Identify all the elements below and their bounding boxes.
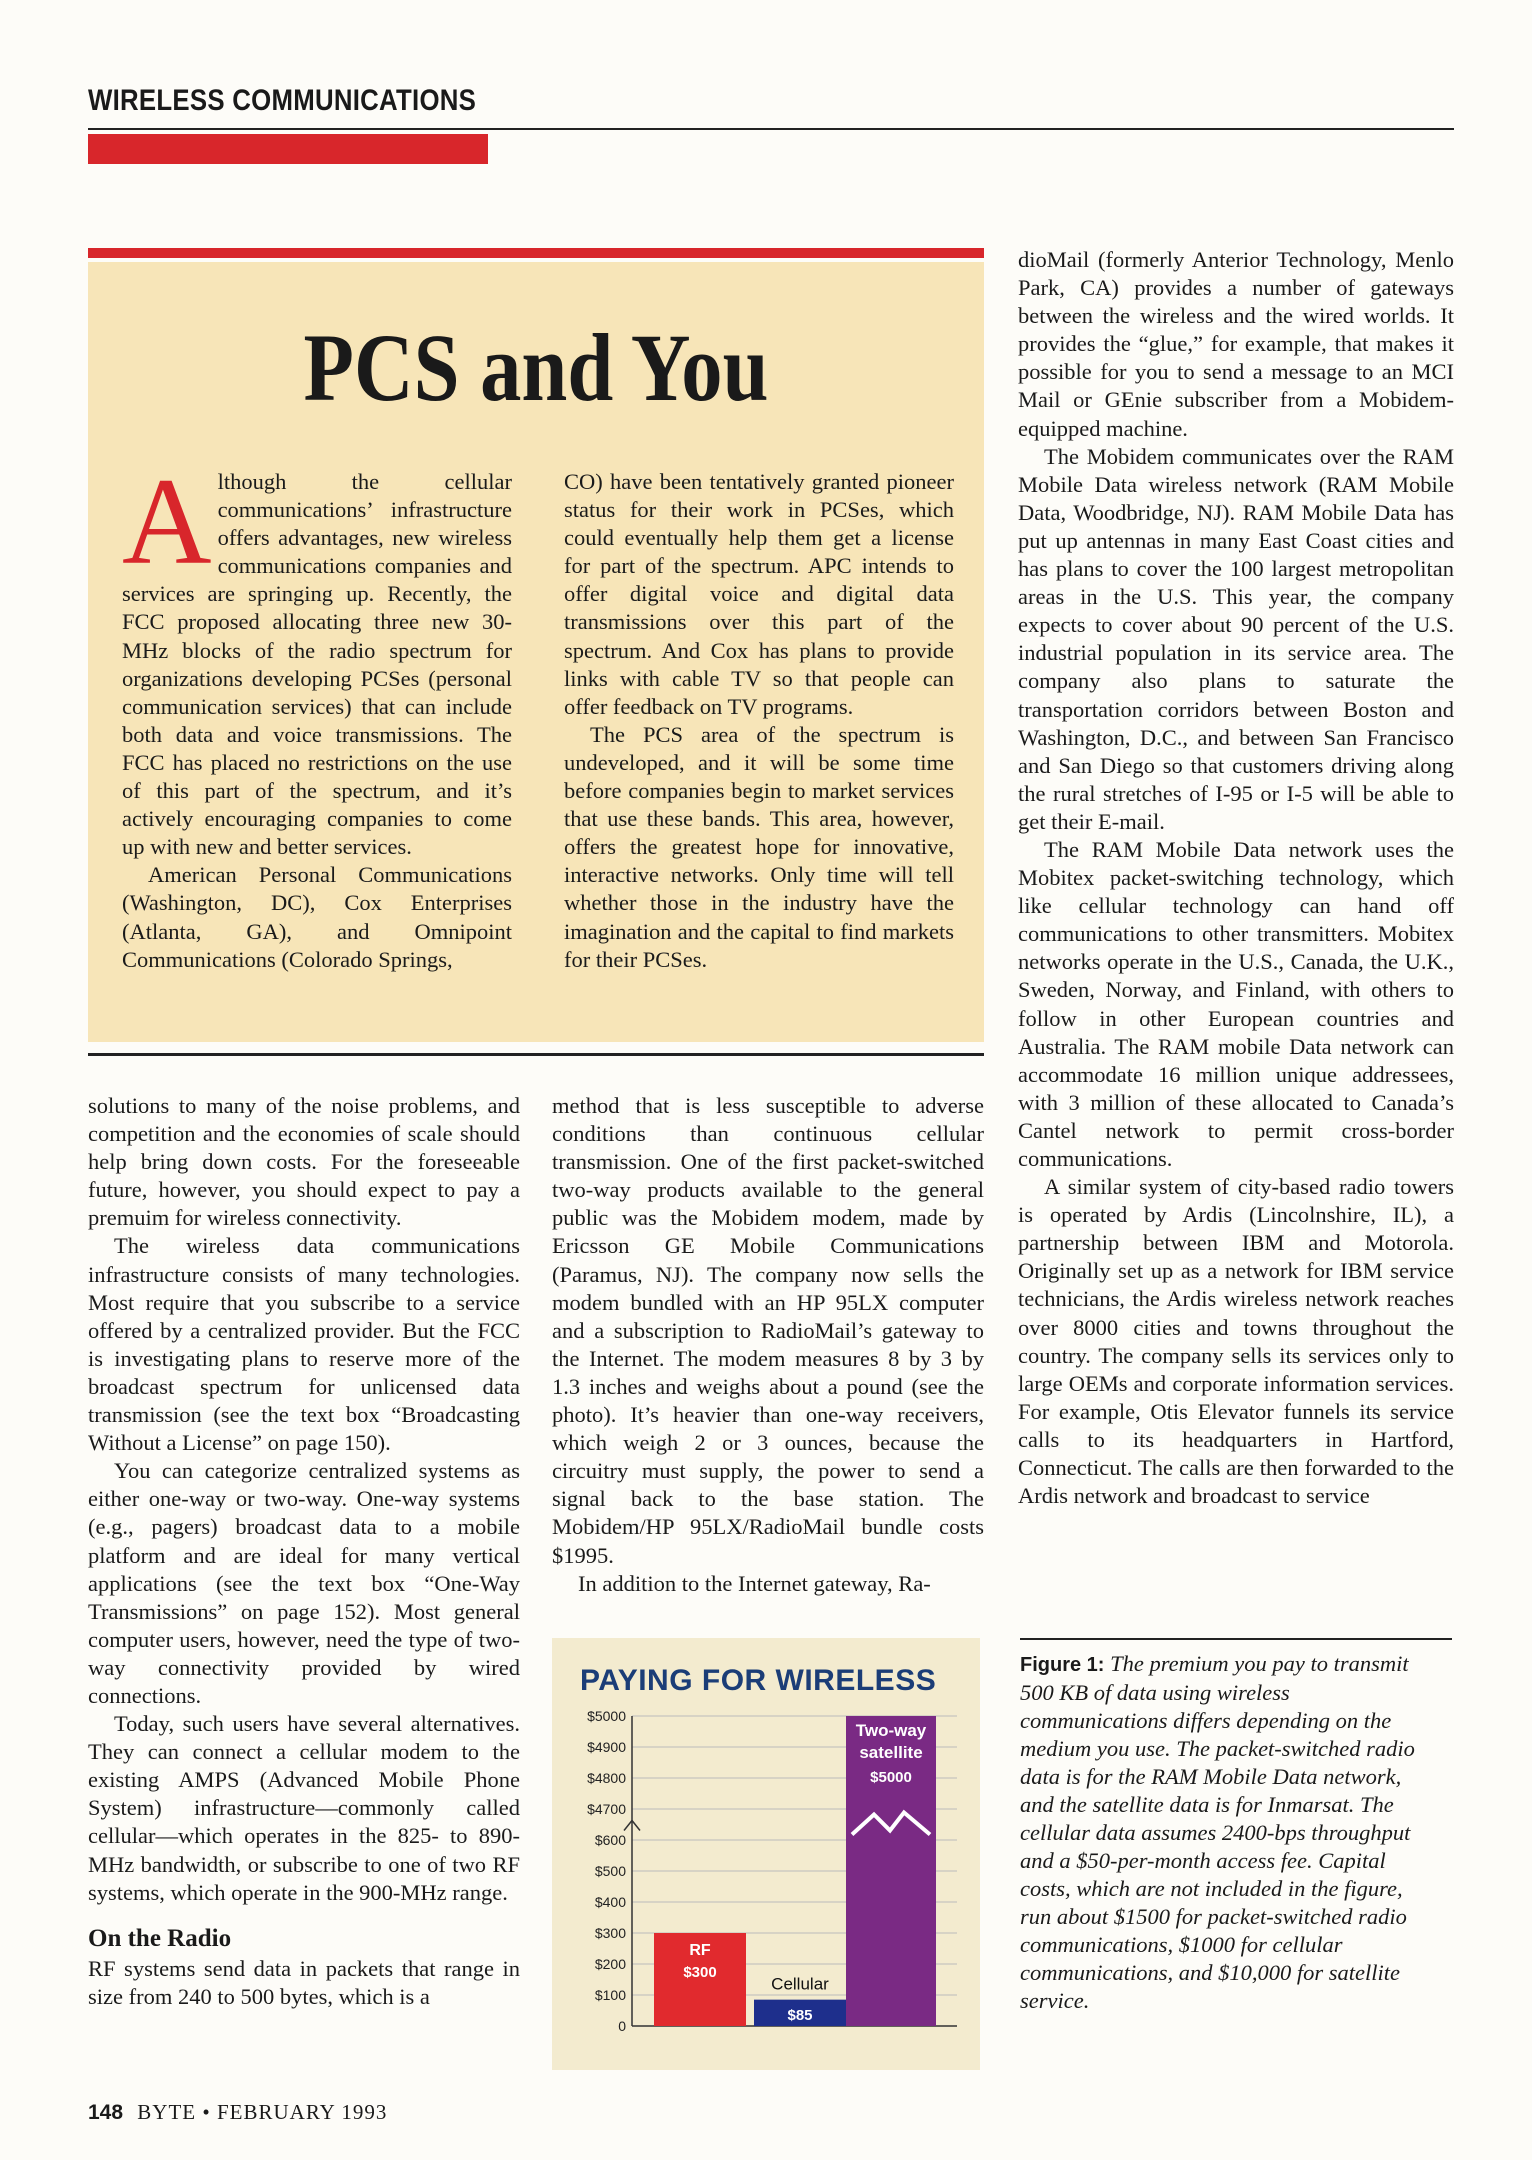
y-tick-label: $4900 — [587, 1739, 626, 1755]
sidebar-box — [88, 262, 984, 1042]
footer-separator: • — [202, 2100, 211, 2124]
body-column-2 — [552, 1092, 984, 1598]
bar-satellite — [846, 1716, 936, 2026]
sidebar-column-2 — [564, 468, 954, 974]
bar-value-cellular: $85 — [787, 2007, 813, 2024]
y-tick-label: $5000 — [587, 1708, 626, 1724]
sidebar-paragraph: Although the cellular communications’ infrastructure offers advantages, new wireless communications companies and services are springing up. Recently, the FCC proposed allocating three new 30-MHz blocks of the radio spectrum for organizations developing PCSes (personal communication services) that can include both data and voice transmissions. The FCC has placed no restrictions on the use of this part of the spectrum, and it’s actively encouraging companies to come up with new and better services. — [122, 453, 512, 860]
y-tick-label: $100 — [594, 1987, 626, 2003]
issue-date: FEBRUARY 1993 — [216, 2100, 388, 2124]
body-paragraph: In addition to the Internet gateway, Ra- — [578, 1570, 931, 1596]
body-paragraph: You can categorize centralized systems as either one-way or two-way. One-way systems (e.g., pagers) broadcast data to a mobile platform and are ideal for many vertical applications (see the text box “One-Way Transmissions” on page 152). Most general computer users, however, need the type of two-way connectivity provided by wired connections. — [88, 1458, 520, 1708]
bar-label-satellite-line1: Two-way — [855, 1721, 927, 1740]
page-number: 148 — [88, 2101, 124, 2124]
bar-value-satellite: $5000 — [870, 1769, 912, 1786]
bar-label-satellite-line2: satellite — [859, 1743, 923, 1762]
bar-chart — [552, 1638, 980, 2070]
body-column-3 — [1018, 246, 1454, 1510]
body-paragraph: Today, such users have several alternatives. They can connect a cellular modem to the existing AMPS (Advanced Mobile Phone System) infrastructure—commonly called cellular—which operates in the 825- to 890-MHz bandwidth, or subscribe to one of two RF systems, which operate in the 900-MHz range. — [88, 1711, 520, 1905]
body-paragraph: A similar system of city-based radio towers is operated by Ardis (Lincolnshire, IL), a partnership between IBM and Motorola. Originally set up as a network for IBM service technicians, the Ardis wireless network reaches over 8000 cities and towns throughout the country. The company sells its services only to large OEMs and corporate information services. For example, Otis Elevator funnels its service calls to its headquarters in Hartford, Connecticut. The calls are then forwarded to the Ardis network and broadcast to service — [1018, 1174, 1454, 1509]
body-paragraph: The wireless data communications infrastructure consists of many technologies. Most require that you subscribe to a service offered by a centralized provider. But the FCC is investigating plans to reserve more of the broadcast spectrum for unlicensed data transmission (see the text box “Broadcasting Without a License” on page 150). — [88, 1233, 520, 1456]
body-column-1 — [88, 1092, 520, 2011]
y-tick-label: $4800 — [587, 1770, 626, 1786]
body-paragraph: solutions to many of the noise problems, and competition and the economies of scale should help bring down costs. For the foreseeable future, however, you should expect to pay a premuim for wireless connectivity. — [88, 1093, 520, 1231]
page-footer — [88, 2100, 387, 2125]
y-tick-label: $600 — [594, 1832, 626, 1848]
bar-label-rf: RF — [689, 1942, 711, 1959]
subheading: On the Radio — [88, 1924, 232, 1952]
chart-panel — [552, 1638, 980, 2070]
figure-caption — [1020, 1650, 1438, 2015]
section-heading: WIRELESS COMMUNICATIONS — [88, 84, 477, 117]
figure-label: Figure 1: — [1020, 1654, 1105, 1676]
body-paragraph: The RAM Mobile Data network uses the Mobitex packet-switching technology, which like cellular technology can hand off communications to other transmitters. Mobitex networks operate in the U.S., Canada, the U.K., Sweden, Norway, and Finland, with others to follow in other European countries and Australia. The RAM mobile Data network can accommodate 16 million unique addressees, with 3 million of these allocated to Canada’s Cantel network to permit cross-border communications. — [1018, 836, 1454, 1171]
sidebar-paragraph: CO) have been tentatively granted pioneer status for their work in PCSes, which could eventually help them get a license for part of the spectrum. APC intends to offer digital voice and digital data transmissions over this part of the spectrum. And Cox has plans to provide links with cable TV so that people can offer feedback on TV programs. — [564, 469, 954, 719]
y-tick-label: $200 — [594, 1956, 626, 1972]
y-tick-label: $4700 — [587, 1801, 626, 1817]
header-rule — [88, 128, 1454, 130]
body-paragraph: The Mobidem communicates over the RAM Mobile Data wireless network (RAM Mobile Data, Woodbridge, NJ). RAM Mobile Data has put up antennas in many East Coast cities and has plans to cover the 100 largest metropolitan areas in the U.S. This year, the company expects to cover about 90 percent of the U.S. industrial population in its service area. The company also plans to saturate the transportation corridors between Boston and Washington, D.C., and between San Francisco and San Diego so that customers driving along the rural stretches of I-95 or I-5 will be able to get their E-mail. — [1018, 443, 1454, 834]
figure-caption-text: The premium you pay to transmit 500 KB of data using wireless communications differs depending on the medium you use. The packet-switched radio data is for the RAM Mobile Data network, and the satellite data is for Inmarsat. The cellular data assumes 2400-bps throughput and a $50-per-month access fee. Capital costs, which are not included in the figure, run about $1500 for packet-switched radio communications, $1000 for cellular communications, and $10,000 for satellite service. — [1020, 1651, 1415, 2013]
body-paragraph: dioMail (formerly Anterior Technology, Menlo Park, CA) provides a number of gateways between the wireless and the wired worlds. It provides the “glue,” for example, that makes it possible for you to send a message to an MCI Mail or GEnie subscriber from a Mobidem-equipped machine. — [1018, 247, 1454, 441]
header-accent-bar — [88, 134, 488, 164]
figure-rule — [1020, 1638, 1452, 1640]
body-paragraph: RF systems send data in packets that range in size from 240 to 500 bytes, which is a — [88, 1955, 520, 2009]
sidebar-column-1 — [122, 453, 512, 974]
y-tick-label: 0 — [618, 2018, 626, 2034]
y-tick-label: $300 — [594, 1925, 626, 1941]
sidebar-paragraph: The PCS area of the spectrum is undeveloped, and it will be some time before companies begin to market services that use these bands. This area, however, offers the greatest hope for innovative, interactive networks. Only time will tell whether those in the industry have the imagination and the capital to find markets for their PCSes. — [564, 721, 954, 972]
magazine-name: BYTE — [137, 2100, 197, 2124]
bar-value-rf: $300 — [683, 1964, 717, 1981]
y-tick-label: $500 — [594, 1863, 626, 1879]
y-tick-label: $400 — [594, 1894, 626, 1910]
chart-title: PAYING FOR WIRELESS — [580, 1664, 937, 1697]
sidebar-paragraph: American Personal Communications (Washington, DC), Cox Enterprises (Atlanta, GA), and Omnipoint Communications (Colorado Springs, — [122, 862, 512, 972]
drop-cap: A — [122, 453, 212, 590]
body-paragraph: method that is less susceptible to adverse conditions than continuous cellular transmission. One of the first packet-switched two-way products available to the general public was the Mobidem modem, made by Ericsson GE Mobile Communications (Paramus, NJ). The company now sells the modem bundled with an HP 95LX computer and a subscription to RadioMail’s gateway to the Internet. The modem measures 8 by 3 by 1.3 inches and weighs about a pound (see the photo). It’s heavier than one-way receivers, which weigh 2 or 3 ounces, because the circuitry must supply, the power to send a signal back to the base station. The Mobidem/HP 95LX/RadioMail bundle costs $1995. — [552, 1093, 984, 1568]
bar-label-cellular: Cellular — [771, 1974, 829, 1994]
sidebar-top-bar — [88, 248, 984, 258]
sidebar-bottom-rule — [88, 1053, 984, 1056]
sidebar-title: PCS and You — [303, 314, 769, 421]
